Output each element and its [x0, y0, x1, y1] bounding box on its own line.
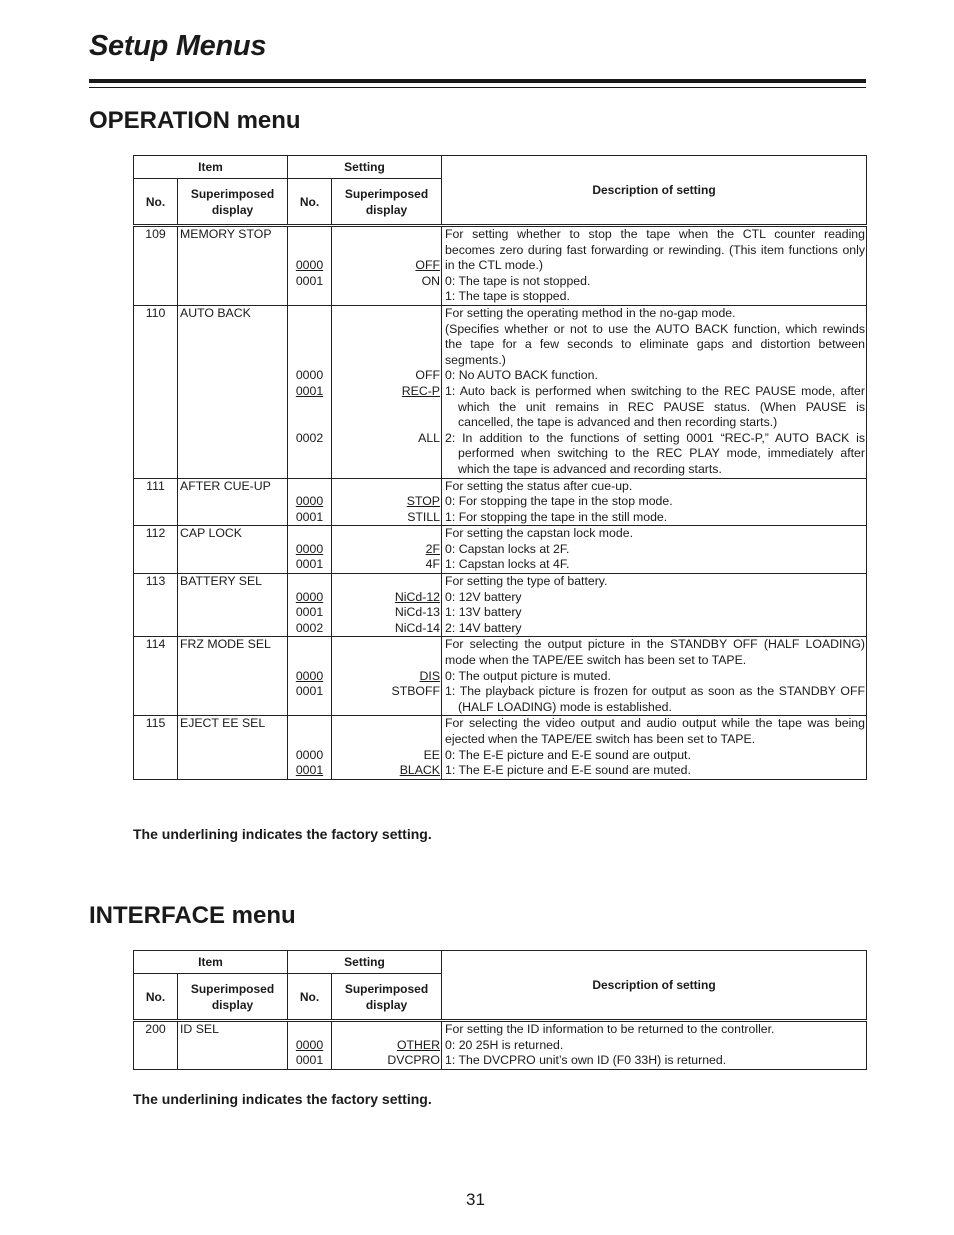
description-line: 1: The playback picture is frozen for output as soon as the STANDBY OFF	[445, 684, 865, 699]
factory-setting-number: 0000	[295, 541, 324, 556]
setting-number-cell	[288, 526, 332, 574]
description-line: (HALF LOADING) mode is established.	[458, 699, 672, 714]
table-row	[134, 716, 867, 779]
item-no-header: No.	[134, 974, 178, 1021]
item-display-name: CAP LOCK	[180, 526, 242, 541]
item-display-cell	[178, 1021, 288, 1070]
description-line: 1: Capstan locks at 4F.	[445, 557, 570, 572]
factory-setting-display: 2F	[425, 541, 441, 556]
item-display-name: BATTERY SEL	[180, 574, 263, 589]
description-line: For setting whether to stop the tape when the CTL counter reading	[445, 227, 865, 241]
description-line: 1: For stopping the tape in the still mode.	[445, 509, 668, 524]
description-line: 0: For stopping the tape in the stop mode.	[445, 494, 673, 509]
description-line: 0: No AUTO BACK function.	[445, 368, 598, 383]
description-line: 1: 13V battery	[445, 605, 522, 620]
setting-number	[288, 732, 331, 748]
item-number-cell	[134, 574, 178, 637]
description-line: For setting the capstan lock mode.	[445, 526, 633, 541]
interface-menu-heading: INTERFACE menu	[89, 902, 296, 929]
item-header: Item	[134, 951, 288, 974]
description-line: the tape for a few seconds to eliminate gaps and distortion between	[445, 337, 865, 352]
setting-number	[288, 1022, 331, 1038]
setting-number: 0001	[295, 273, 324, 288]
setting-display	[332, 400, 441, 416]
description-line: 0: The output picture is muted.	[445, 668, 611, 683]
factory-setting-number: 0000	[295, 1037, 324, 1052]
item-display-header: Superimposed display	[178, 179, 288, 226]
item-number-cell	[134, 1021, 178, 1070]
item-no-header: No.	[134, 179, 178, 226]
setting-number: 0001	[295, 605, 324, 620]
description-line: 2: 14V battery	[445, 620, 522, 635]
description-line: For selecting the output picture in the STANDBY OFF (HALF LOADING)	[445, 637, 865, 652]
description-line: 0: 20 25H is returned.	[445, 1037, 564, 1052]
item-number-cell	[134, 637, 178, 716]
operation-menu-heading: OPERATION menu	[89, 107, 301, 134]
setting-display: EE	[423, 747, 441, 762]
item-display-name: AFTER CUE-UP	[180, 478, 271, 493]
setting-number-cell	[288, 637, 332, 716]
setting-display-cell	[332, 716, 442, 779]
setting-display-cell	[332, 305, 442, 478]
setting-number	[288, 243, 331, 259]
setting-number	[288, 227, 331, 243]
factory-setting-display: OFF	[415, 258, 441, 273]
factory-setting-display: REC-P	[401, 383, 441, 398]
description-line: For setting the ID information to be returned to the controller.	[445, 1022, 775, 1036]
setting-display	[332, 243, 441, 259]
factory-setting-display: STOP	[406, 494, 441, 509]
setting-display	[332, 306, 441, 322]
setting-display: NiCd-14	[394, 620, 441, 635]
setting-display-header: Superimposed display	[332, 974, 442, 1021]
item-display-name: FRZ MODE SEL	[180, 637, 271, 652]
description-cell	[442, 478, 867, 526]
setting-header: Setting	[288, 951, 442, 974]
description-line: 2: In addition to the functions of setting 0001 “REC-P,” AUTO BACK is	[445, 430, 865, 445]
interface-factory-note: The underlining indicates the factory setting.	[133, 1091, 432, 1107]
description-cell	[442, 637, 867, 716]
setting-number: 0001	[295, 1053, 324, 1068]
factory-setting-number: 0000	[295, 668, 324, 683]
setting-no-header: No.	[288, 179, 332, 226]
setting-display-header: Superimposed display	[332, 179, 442, 226]
setting-number	[288, 322, 331, 338]
description-line: 0: The tape is not stopped.	[445, 273, 591, 288]
setting-display	[332, 526, 441, 542]
title-rule-thick	[89, 79, 866, 83]
setting-display: DVCPRO	[387, 1053, 441, 1068]
factory-setting-number: 0000	[295, 494, 324, 509]
factory-setting-display: DIS	[419, 668, 441, 683]
description-cell	[442, 716, 867, 779]
setting-display: OFF	[415, 368, 441, 383]
description-line: performed when switching to the REC PLAY mode, immediately after	[458, 446, 865, 461]
setting-display-cell	[332, 1021, 442, 1070]
factory-setting-display: OTHER	[396, 1037, 441, 1052]
setting-number-cell	[288, 574, 332, 637]
description-cell	[442, 305, 867, 478]
setting-number: 0000	[295, 747, 324, 762]
item-display-cell	[178, 637, 288, 716]
setting-display: STBOFF	[391, 684, 441, 699]
item-display-cell	[178, 226, 288, 306]
table-row	[134, 226, 867, 306]
setting-display: ON	[421, 273, 441, 288]
page-number: 31	[466, 1190, 485, 1209]
description-line: which the unit remains in REC PAUSE status. (When PAUSE is	[458, 399, 865, 414]
setting-number: 0002	[295, 430, 324, 445]
setting-number: 0001	[295, 684, 324, 699]
description-line: For setting the status after cue-up.	[445, 478, 633, 493]
item-display-cell	[178, 716, 288, 779]
setting-number	[288, 479, 331, 495]
description-line: For setting the type of battery.	[445, 574, 608, 589]
description-line: becomes zero during fast forwarding or rewinding. (This item functions only	[445, 242, 865, 257]
description-line: 0: Capstan locks at 2F.	[445, 541, 570, 556]
table-row	[134, 637, 867, 716]
description-line: ejected when the TAPE/EE switch has been set to TAPE.	[445, 732, 756, 746]
table-row	[134, 478, 867, 526]
description-line: mode when the TAPE/EE switch has been set to TAPE.	[445, 653, 747, 668]
setting-number	[288, 415, 331, 431]
factory-setting-display: NiCd-12	[394, 589, 441, 604]
setting-no-header: No.	[288, 974, 332, 1021]
setting-number	[288, 337, 331, 353]
setting-display: STILL	[407, 509, 441, 524]
setting-number	[288, 574, 331, 590]
item-number: 109	[145, 227, 166, 241]
item-display-name: MEMORY STOP	[180, 227, 272, 241]
description-line: 0: The E-E picture and E-E sound are output.	[445, 747, 691, 762]
table-row	[134, 305, 867, 478]
description-header: Description of setting	[442, 156, 867, 226]
page-title: Setup Menus	[89, 30, 267, 62]
item-number-cell	[134, 716, 178, 779]
setting-number-cell	[288, 1021, 332, 1070]
item-number: 112	[145, 526, 166, 541]
item-display-name: ID SEL	[180, 1022, 219, 1036]
description-line: (Specifies whether or not to use the AUTO BACK function, which rewinds	[445, 321, 865, 336]
description-header: Description of setting	[442, 951, 867, 1021]
item-display-cell	[178, 526, 288, 574]
setting-header: Setting	[288, 156, 442, 179]
setting-number	[288, 637, 331, 653]
setting-number	[288, 526, 331, 542]
item-number: 110	[145, 305, 166, 320]
setting-number	[288, 353, 331, 369]
factory-setting-display: BLACK	[399, 763, 441, 778]
item-display-cell	[178, 574, 288, 637]
item-display-name: AUTO BACK	[180, 305, 251, 320]
setting-display	[332, 732, 441, 748]
description-line: For selecting the video output and audio output while the tape was being	[445, 716, 865, 731]
description-cell	[442, 1021, 867, 1070]
setting-number	[288, 653, 331, 669]
setting-display: 4F	[425, 557, 441, 572]
item-number: 200	[145, 1022, 166, 1036]
item-display-cell	[178, 478, 288, 526]
setting-display	[332, 716, 441, 732]
item-display-header: Superimposed display	[178, 974, 288, 1021]
setting-display	[332, 479, 441, 495]
setting-number-cell	[288, 478, 332, 526]
setting-number	[288, 716, 331, 732]
setting-number-cell	[288, 305, 332, 478]
item-number-cell	[134, 226, 178, 306]
item-number: 115	[145, 716, 166, 731]
item-number-cell	[134, 478, 178, 526]
setting-number: 0001	[295, 557, 324, 572]
setting-number: 0000	[295, 368, 324, 383]
item-number: 113	[145, 574, 166, 589]
interface-menu-table	[133, 950, 867, 1070]
setting-display-cell	[332, 226, 442, 306]
setting-display: NiCd-13	[394, 605, 441, 620]
setting-display-cell	[332, 478, 442, 526]
setting-display-cell	[332, 526, 442, 574]
table-row	[134, 574, 867, 637]
setting-display-cell	[332, 574, 442, 637]
setting-number	[288, 306, 331, 322]
table-row	[134, 526, 867, 574]
factory-setting-number: 0000	[295, 589, 324, 604]
item-display-name: EJECT EE SEL	[180, 716, 266, 731]
item-number-cell	[134, 305, 178, 478]
factory-setting-number: 0000	[295, 258, 324, 273]
setting-display	[332, 337, 441, 353]
setting-display-cell	[332, 637, 442, 716]
setting-number: 0002	[295, 620, 324, 635]
setting-display	[332, 1022, 441, 1038]
operation-menu-table	[133, 155, 867, 780]
operation-factory-note: The underlining indicates the factory setting.	[133, 826, 432, 842]
description-line: in the CTL mode.)	[445, 258, 543, 273]
description-line: which the tape is advanced and recording starts.	[458, 461, 722, 476]
description-line: 0: 12V battery	[445, 589, 522, 604]
factory-setting-number: 0001	[295, 383, 324, 398]
setting-display	[332, 653, 441, 669]
item-number: 111	[146, 478, 165, 493]
item-number-cell	[134, 526, 178, 574]
item-display-cell	[178, 305, 288, 478]
description-line: 1: The tape is stopped.	[445, 289, 570, 304]
setting-display	[332, 637, 441, 653]
item-header: Item	[134, 156, 288, 179]
description-line: For setting the operating method in the no-gap mode.	[445, 305, 736, 320]
factory-setting-number: 0001	[295, 763, 324, 778]
setting-number	[288, 400, 331, 416]
description-line: segments.)	[445, 352, 506, 367]
setting-display	[332, 322, 441, 338]
description-line: 1: The DVCPRO unit’s own ID (F0 33H) is returned.	[445, 1053, 727, 1068]
setting-display	[332, 227, 441, 243]
setting-display	[332, 574, 441, 590]
description-cell	[442, 526, 867, 574]
table-row	[134, 1021, 867, 1070]
setting-display	[332, 353, 441, 369]
setting-display	[332, 415, 441, 431]
title-rule-thin	[89, 87, 866, 88]
description-line: 1: The E-E picture and E-E sound are muted.	[445, 763, 691, 778]
setting-display: ALL	[418, 430, 441, 445]
item-number: 114	[145, 637, 166, 652]
description-line: 1: Auto back is performed when switching to the REC PAUSE mode, after	[445, 383, 865, 398]
setting-number-cell	[288, 226, 332, 306]
description-cell	[442, 574, 867, 637]
setting-number-cell	[288, 716, 332, 779]
description-line: cancelled, the tape is advanced and then recording starts.)	[458, 415, 778, 430]
description-cell	[442, 226, 867, 306]
setting-number: 0001	[295, 509, 324, 524]
